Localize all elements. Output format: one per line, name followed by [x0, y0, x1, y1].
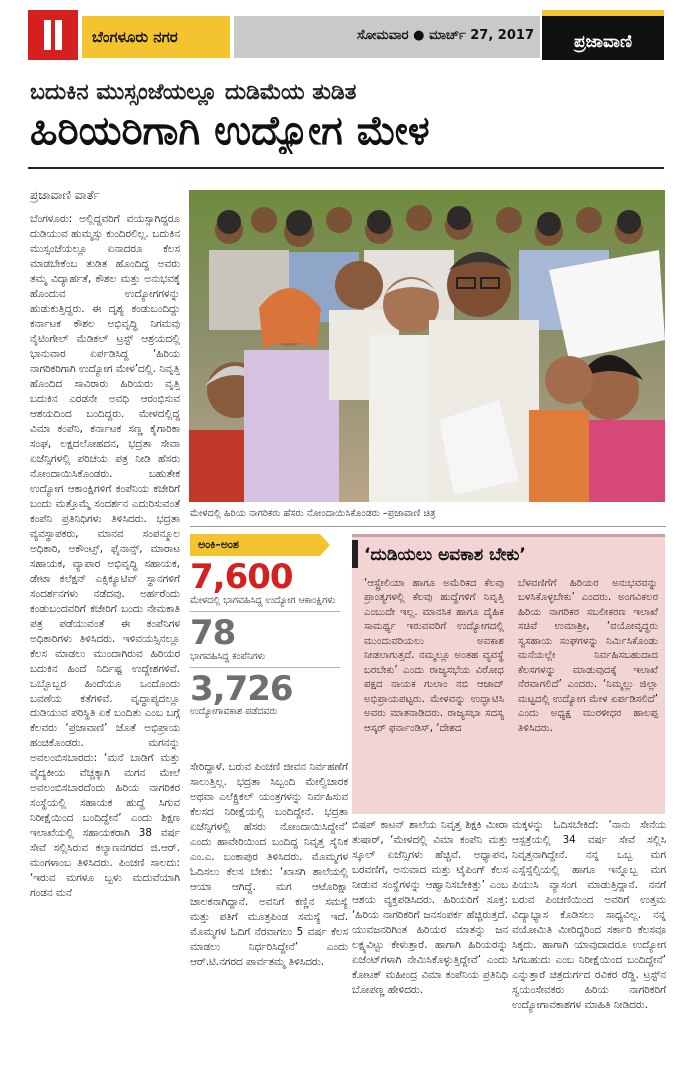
section-bars-icon	[28, 10, 78, 60]
prajavani-logo-icon	[542, 10, 664, 60]
body-column-2: ಸೇರಿದ್ದಾಳೆ. ಬರುವ ಪಿಂಚಣಿ ಜೀವನ ನಿರ್ವಹಣೆಗೆ ಸಾಲುತ್ತಿಲ್ಲ. ಭದ್ರತಾ ಸಿಬ್ಬಂದಿ ಮೇಲ್ವಿಚಾರಕ ಅಥವಾ ಎಲೆಕ್ಟ್ರಿಕಲ್ ಯಂತ್ರಗಳನ್ನು ನಿರ್ವಹಿಸುವ ಕೆಲಸದ ನಿರೀಕ್ಷೆಯಲ್ಲಿ ಬಂದಿದ್ದೇನೆ. ಭದ್ರತಾ ಏಜೆನ್ಸಿಗಳಲ್ಲಿ ಹೆಸರು ನೋಂದಾಯಿಸಿದ್ದೇನೆ’ ಎಂದು ಹಾವೇರಿಯಿಂದ ಬಂದಿದ್ದ ನಿವೃತ್ತ ಸೈನಿಕ ಎಂ.ಎ. ಬಂಕಾಪುರ ತಿಳಿಸಿದರು. ಮೊಮ್ಮಗಳ ಓದಿಸಲು ಕೆಲಸ ಬೇಕು: ‘ಖಾಸಗಿ ಶಾಲೆಯಲ್ಲಿ ಆಯಾ ಆಗಿದ್ದೆ. ಮಗ ಆಟೊರಿಕ್ಷಾ ಚಾಲಕನಾಗಿದ್ದಾನೆ. ಅವನಿಗೆ ಕಣ್ಣಿನ ಸಮಸ್ಯೆ ಮತ್ತು ಪತಿಗೆ ಮೂತ್ರಪಿಂಡ ಸಮಸ್ಯೆ ಇದೆ. ಮೊಮ್ಮಗಳ ಓದಿಗೆ ನೆರವಾಗಲು 5 ವರ್ಷ ಕೆಲಸ ಮಾಡಲು ನಿರ್ಧರಿಸಿದ್ದೇನೆ’ ಎಂದು ಆರ್.ಟಿ.ನಗರದ ಪಾರ್ವತಮ್ಮ ತಿಳಿಸಿದರು.	[190, 761, 348, 968]
stat-value: 3,726	[190, 668, 293, 709]
masthead	[28, 10, 664, 60]
stats-title: ಅಂಕಿ–ಅಂಶ	[190, 534, 320, 556]
sidebar-box	[352, 534, 665, 814]
sidebar-title: ‘ದುಡಿಯಲು ಅವಕಾಶ ಬೇಕು’	[364, 545, 526, 565]
divider	[28, 167, 664, 169]
stats-box	[190, 534, 340, 756]
sidebar-column-left: ‘ಆಸ್ಟ್ರೇಲಿಯಾ ಹಾಗೂ ಅಮೆರಿಕದ ಕೆಲವು ಪ್ರಾಂತ್ಯಗಳಲ್ಲಿ ಕೆಲವು ಹುದ್ದೆಗಳಿಗೆ ನಿವೃತ್ತಿ ಎಂಬುದೇ ಇಲ್ಲ. ಮಾನಸಿಕ ಹಾಗೂ ದೈಹಿಕ ಸಾಮರ್ಥ್ಯ ಇರುವವರಿಗೆ ಉದ್ಯೋಗದಲ್ಲಿ ಮುಂದುವರಿಯಲು ಅವಕಾಶ ನೀಡಲಾಗುತ್ತದೆ. ನಮ್ಮಲ್ಲೂ ಅಂತಹ ವ್ಯವಸ್ಥೆ ಬರಬೇಕು’ ಎಂದು ರಾಜ್ಯಸಭೆಯ ವಿರೋಧ ಪಕ್ಷದ ನಾಯಕ ಗುಲಾಂ ನಬಿ ಆಜಾದ್ ಅಭಿಪ್ರಾಯಪಟ್ಟರು. ಮೇಳವನ್ನು ಉದ್ಘಾಟಿಸಿ ಅವರು ಮಾತನಾಡಿದರು. ರಾಜ್ಯಸಭಾ ಸದಸ್ಯ ಆಸ್ಕರ್ ಫರ್ನಾಂಡಿಸ್, ‘ದೇಶದ	[364, 578, 504, 734]
stat-label: ಉದ್ಯೋಗಾವಕಾಶ ಪಡೆದವರು	[190, 706, 278, 718]
stat-label: ಮೇಳದಲ್ಲಿ ಭಾಗವಹಿಸಿದ್ದ ಉದ್ಯೋಗ ಆಕಾಂಕ್ಷಿಗಳು	[190, 594, 336, 606]
divider	[190, 667, 340, 668]
body-column-4: ಮಕ್ಕಳನ್ನು ಓದಿಸಬೇಕಿದೆ: ‘ನಾನು ಸೇನೆಯ ಆಸ್ಪತ್ರೆಯಲ್ಲಿ 34 ವರ್ಷ ಸೇವೆ ಸಲ್ಲಿಸಿ ನಿವೃತ್ತನಾಗಿದ್ದೇನೆ. ನನ್ನ ಒಬ್ಬ ಮಗ ಎಸ್ಸೆಸ್ಸೆಲ್ಸಿಯಲ್ಲಿ ಹಾಗೂ ಇನ್ನೊಬ್ಬ ಮಗ ಪಿಯುಸಿ ವ್ಯಾಸಂಗ ಮಾಡುತ್ತಿದ್ದಾನೆ. ನನಗೆ ಬರುವ ಪಿಂಚಣಿಯಿಂದ ಅವರಿಗೆ ಉತ್ತಮ ವಿದ್ಯಾಭ್ಯಾಸ ಕೊಡಿಸಲು ಸಾಧ್ಯವಿಲ್ಲ. ನನ್ನ ವಯೋಮಿತಿ ಮೀರಿದ್ದರಿಂದ ಸರ್ಕಾರಿ ಕೆಲಸವೂ ಸಿಕ್ಕದು. ಹಾಗಾಗಿ ಯಾವುದಾದರೂ ಉದ್ಯೋಗ ಸಿಗಬಹುದು ಎಂಬ ನಿರೀಕ್ಷೆಯಿಂದ ಬಂದಿದ್ದೇನೆ’ ಎನ್ನುತ್ತಾರೆ ಚಿತ್ರದುರ್ಗದ ರವಿಕರ ರೆಡ್ಡಿ. ಟ್ರಸ್ಟ್‌ನ ಸ್ವಯಂಸೇವಕರು ಹಿರಿಯ ನಾಗರಿಕರಿಗೆ ಉದ್ಯೋಗಾವಕಾಶಗಳ ಮಾಹಿತಿ ನೀಡಿದರು.	[512, 819, 666, 1011]
headline: ಹಿರಿಯರಿಗಾಗಿ ಉದ್ಯೋಗ ಮೇಳ	[30, 108, 430, 154]
date-strip	[234, 16, 540, 58]
sidebar-marker	[352, 540, 358, 568]
divider	[190, 611, 340, 612]
crowd-photo-image	[189, 190, 665, 502]
byline: ಪ್ರಜಾವಾಣಿ ವಾರ್ತೆ	[30, 188, 100, 202]
stat-value: 78	[190, 612, 236, 653]
section-label: ಬೆಂಗಳೂರು ನಗರ	[82, 16, 230, 58]
body-column-1: ಬೆಂಗಳೂರು: ಅಲ್ಲಿದ್ದವರಿಗೆ ವಯಸ್ಸಾಗಿದ್ದರೂ ದುಡಿಯುವ ಹುಮ್ಮಸ್ಸು ಕುಂದಿರಲಿಲ್ಲ. ಬದುಕಿನ ಮುಸ್ಸಂಜೆಯಲ್ಲೂ ಏನಾದರೂ ಕೆಲಸ ಮಾಡಬೇಕೆಂಬ ತುಡಿತ ಹೊಂದಿದ್ದ ಅವರು ತಮ್ಮ ವಿದ್ಯಾರ್ಹತೆ, ಕೌಶಲ ಮತ್ತು ಅನುಭವಕ್ಕೆ ಹೊಂದುವ ಉದ್ಯೋಗಗಳನ್ನು ಹುಡುಕುತ್ತಿದ್ದರು. ಈ ದೃಶ್ಯ ಕಂಡುಬಂದಿದ್ದು ಕರ್ನಾಟಕ ಕೌಶಲ ಅಭಿವೃದ್ಧಿ ನಿಗಮವು ನೈಟಿಂಗೇಲ್ ಮೆಡಿಕಲ್ ಟ್ರಸ್ಟ್ ಆಶ್ರಯದಲ್ಲಿ ಭಾನುವಾರ ಏರ್ಪಡಿಸಿದ್ದ ‘ಹಿರಿಯ ನಾಗರಿಕರಿಗಾಗಿ ಉದ್ಯೋಗ ಮೇಳ’ದಲ್ಲಿ. ನಿವೃತ್ತಿ ಹೊಂದಿದ ಸಾವಿರಾರು ಹಿರಿಯರು ವೃತ್ತಿ ಬದುಕಿನ ಎರಡನೇ ಅವಧಿ ಆರಂಭಿಸುವ ಆಶಯದಿಂದ ಬಂದಿದ್ದರು. ಮೇಳದಲ್ಲಿದ್ದ ವಿಮಾ ಕಂಪೆನಿ, ಕರ್ನಾಟಕ ಸಣ್ಣ ಕೈಗಾರಿಕಾ ಸಂಘ, ಲಕ್ಷದಲೋಹದನ, ಭದ್ರತಾ ಸೇವಾ ಏಜೆನ್ಸಿಗಳಲ್ಲಿ ಪರಿಚಯ ಪತ್ರ ನೀಡಿ ಹೆಸರು ನೋಂದಾಯಿಸಿಕೊಂಡರು. ಬಹುತೇಕ ಉದ್ಯೋಗ ಆಕಾಂಕ್ಷಿಗಳಿಗೆ ಕಂಪೆನಿಯ ಕಚೇರಿಗೆ ಬಂದು ಮತ್ತೊಮ್ಮೆ ಸಂದರ್ಶನ ಎದುರಿಸುವಂತೆ ಕಂಪೆನಿ ಪ್ರತಿನಿಧಿಗಳು ತಿಳಿಸಿದರು. ಭದ್ರತಾ ವ್ಯವಸ್ಥಾಪಕರು, ಮಾನವ ಸಂಪನ್ಮೂಲ ಅಧಿಕಾರಿ, ಅಕೌಂಟ್ಸ್, ಫೈನಾನ್ಸ್, ಮಾರಾಟ ಸಹಾಯಕ, ವ್ಯಾಪಾರ ಅಭಿವೃದ್ಧಿ ಸಹಾಯಕ, ಡೇಟಾ ಕಲೆಕ್ಷನ್ ಎಕ್ಸಿಕ್ಯೂಟಿವ್ ಸ್ಥಾನಗಳಿಗೆ ಸಂದರ್ಶನಗಳು ನಡೆದವು. ಅರ್ಹರೆಂದು ಕಂಡುಬಂದವರಿಗೆ ಕಚೇರಿಗೆ ಬಂದು ನೇಮಕಾತಿ ಪತ್ರ ಪಡೆಯುವಂತೆ ಈ ಕಂಪೆನಿಗಳ ಅಧಿಕಾರಿಗಳು ತಿಳಿಸಿದರು. ಇಳಿವಯಸ್ಸಿನಲ್ಲೂ ಕೆಲಸ ಮಾಡಲು ಮುಂದಾಗಿರುವ ಹಿರಿಯರ ಬದುಕಿನ ಹಿಂದೆ ನಿರ್ದಿಷ್ಟ ಉದ್ದೇಶಗಳಿವೆ. ಒಬ್ಬೊಬ್ಬರ ಹಿಂದೆಯೂ ಒಂದೊಂದು ಬವಣೆಯ ಕತೆಗಳಿವೆ. ವೃದ್ಧಾಪ್ಯದಲ್ಲೂ ದುಡಿಯುವ ಪರಿಸ್ಥಿತಿ ಏಕೆ ಬಂದಿತು ಎಂಬ ಬಗ್ಗೆ ಕೆಲವರು ‘ಪ್ರಜಾವಾಣಿ’ ಜೊತೆ ಅಭಿಪ್ರಾಯ ಹಂಚಿಕೊಂಡರು. ಮಗನನ್ನು ಅವಲಂಬಿಸಬಾರದು: ‘ಮನೆ ಬಾಡಿಗೆ ಮತ್ತು ವೈದ್ಯಕೀಯ ವೆಚ್ಚಕ್ಕಾಗಿ ಮಗನ ಮೇಲೆ ಅವಲಂಬಿಸಬಾರದೆಂದು ಹಿರಿಯ ನಾಗರಿಕರ ಸಂಸ್ಥೆಯಲ್ಲಿ ಸಹಾಯಕ ಹುದ್ದೆ ಸಿಗುವ ನಿರೀಕ್ಷೆಯಿಂದ ಬಂದಿದ್ದೇನೆ’ ಎಂದು ಶಿಕ್ಷಣ ಇಲಾಖೆಯಲ್ಲಿ ಸಹಾಯಕರಾಗಿ 38 ವರ್ಷ ಸೇವೆ ಸಲ್ಲಿಸಿರುವ ಕಲ್ಯಾಣನಗರದ ಜಿ.ಆರ್. ಮಂಗಳಾಂಬ ತಿಳಿಸಿದರು. ಪಿಂಚಣಿ ಸಾಲದು: ‘ಇರುವ ಮಗಳೂ ಬ್ಬಳು ಮದುವೆಯಾಗಿ ಗಂಡನ ಮನೆ	[30, 213, 180, 900]
news-photo	[189, 190, 665, 502]
issue-date: ಸೋಮವಾರ ● ಮಾರ್ಚ್ 27, 2017	[356, 28, 534, 43]
stat-label: ಭಾಗವಹಿಸಿದ್ದ ಕಂಪೆನಿಗಳು	[190, 650, 266, 662]
body-column-3: ಬಿಷಪ್ ಕಾಟನ್ ಶಾಲೆಯ ನಿವೃತ್ತ ಶಿಕ್ಷಕಿ ಮೀರಾ ತುಷಾರ್, ‘ಮೇಳದಲ್ಲಿ ವಿಮಾ ಕಂಪೆನಿ ಮತ್ತು ಸ್ಕೂಲ್ ಏಜೆನ್ಸಿಗಳು ಹೆಚ್ಚಿವೆ. ಅಧ್ಯಾಪನ, ಬರವಣಿಗೆ, ಅನುವಾದ ಮತ್ತು ಟೈಪಿಂಗ್ ಕೆಲಸ ನೀಡುವ ಸಂಸ್ಥೆಗಳನ್ನು ಆಹ್ವಾನಿಸಬೇಕಿತ್ತು’ ಎಂಬ ಆಶಯ ವ್ಯಕ್ತಪಡಿಸಿದರು. ಹಿರಿಯರಿಗೆ ಸೂಕ್ತ: ‘ಹಿರಿಯ ನಾಗರಿಕರಿಗೆ ಜನಸಂಪರ್ಕ ಹೆಚ್ಚಿರುತ್ತದೆ. ಯುವಜನರಿಗಿಂತ ಹಿರಿಯರ ಮಾತನ್ನು ಜನ ಲಕ್ಷ್ಯವಿಟ್ಟು ಕೇಳುತ್ತಾರೆ. ಹಾಗಾಗಿ ಹಿರಿಯರನ್ನು ಏಜೆಂಟ್‌ಗಳಾಗಿ ನೇಮಿಸಿಕೊಳ್ಳುತ್ತಿದ್ದೇವೆ’ ಎಂದು ಕೋಟಕ್ ಮಹೀಂದ್ರ ವಿಮಾ ಕಂಪೆನಿಯ ಪ್ರತಿನಿಧಿ ಬೋಪಣ್ಣ ಹೇಳಿದರು.	[352, 819, 508, 996]
sidebar-column-right: ಬೆಳವಣಿಗೆಗೆ ಹಿರಿಯರ ಅನುಭವವನ್ನು ಬಳಸಿಕೊಳ್ಳಬೇಕು’ ಎಂದರು. ಅಂಗವಿಕಲರ ಹಿರಿಯ ನಾಗರಿಕರ ಸಬಲೀಕರಣ ಇಲಾಖೆ ಸಚಿವೆ ಉಮಾಶ್ರೀ, ‘ವಯೋವೃದ್ಧರು ಸ್ವಸಹಾಯ ಸಂಘಗಳನ್ನು ನಿರ್ಮಿಸಿಕೊಂಡು ಮನೆಯಲ್ಲೇ ನಿರ್ವಹಿಸಬಹುದಾದ ಕೆಲಸಗಳನ್ನು ಮಾಡುವುದಕ್ಕೆ ಇಲಾಖೆ ನೆರವಾಗಲಿದೆ’ ಎಂದರು. ‘ನಿಮ್ಮಲ್ಲು ಜಿಲ್ಲಾ ಮಟ್ಟದಲ್ಲಿ ಉದ್ಯೋಗ ಮೇಳ ಏರ್ಪಡಿಸಲಿದೆ’ ಎಂದು ಅಧ್ಯಕ್ಷ ಮುರಳೀಧರ ಹಾಲಪ್ಪ ತಿಳಿಸಿದರು.	[518, 578, 658, 734]
photo-caption: ಮೇಳದಲ್ಲಿ ಹಿರಿಯ ನಾಗರಿಕರು ಹೆಸರು ನೋಂದಾಯಿಸಿಕೊಂಡರು –ಪ್ರಜಾವಾಣಿ ಚಿತ್ರ	[190, 508, 436, 519]
divider	[190, 526, 666, 527]
brand-name: ಪ್ರಜಾವಾಣಿ	[573, 32, 633, 52]
kicker: ಬದುಕಿನ ಮುಸ್ಸಂಜೆಯಲ್ಲೂ ದುಡಿಮೆಯ ತುಡಿತ	[30, 80, 357, 105]
stat-value: 7,600	[190, 557, 293, 597]
